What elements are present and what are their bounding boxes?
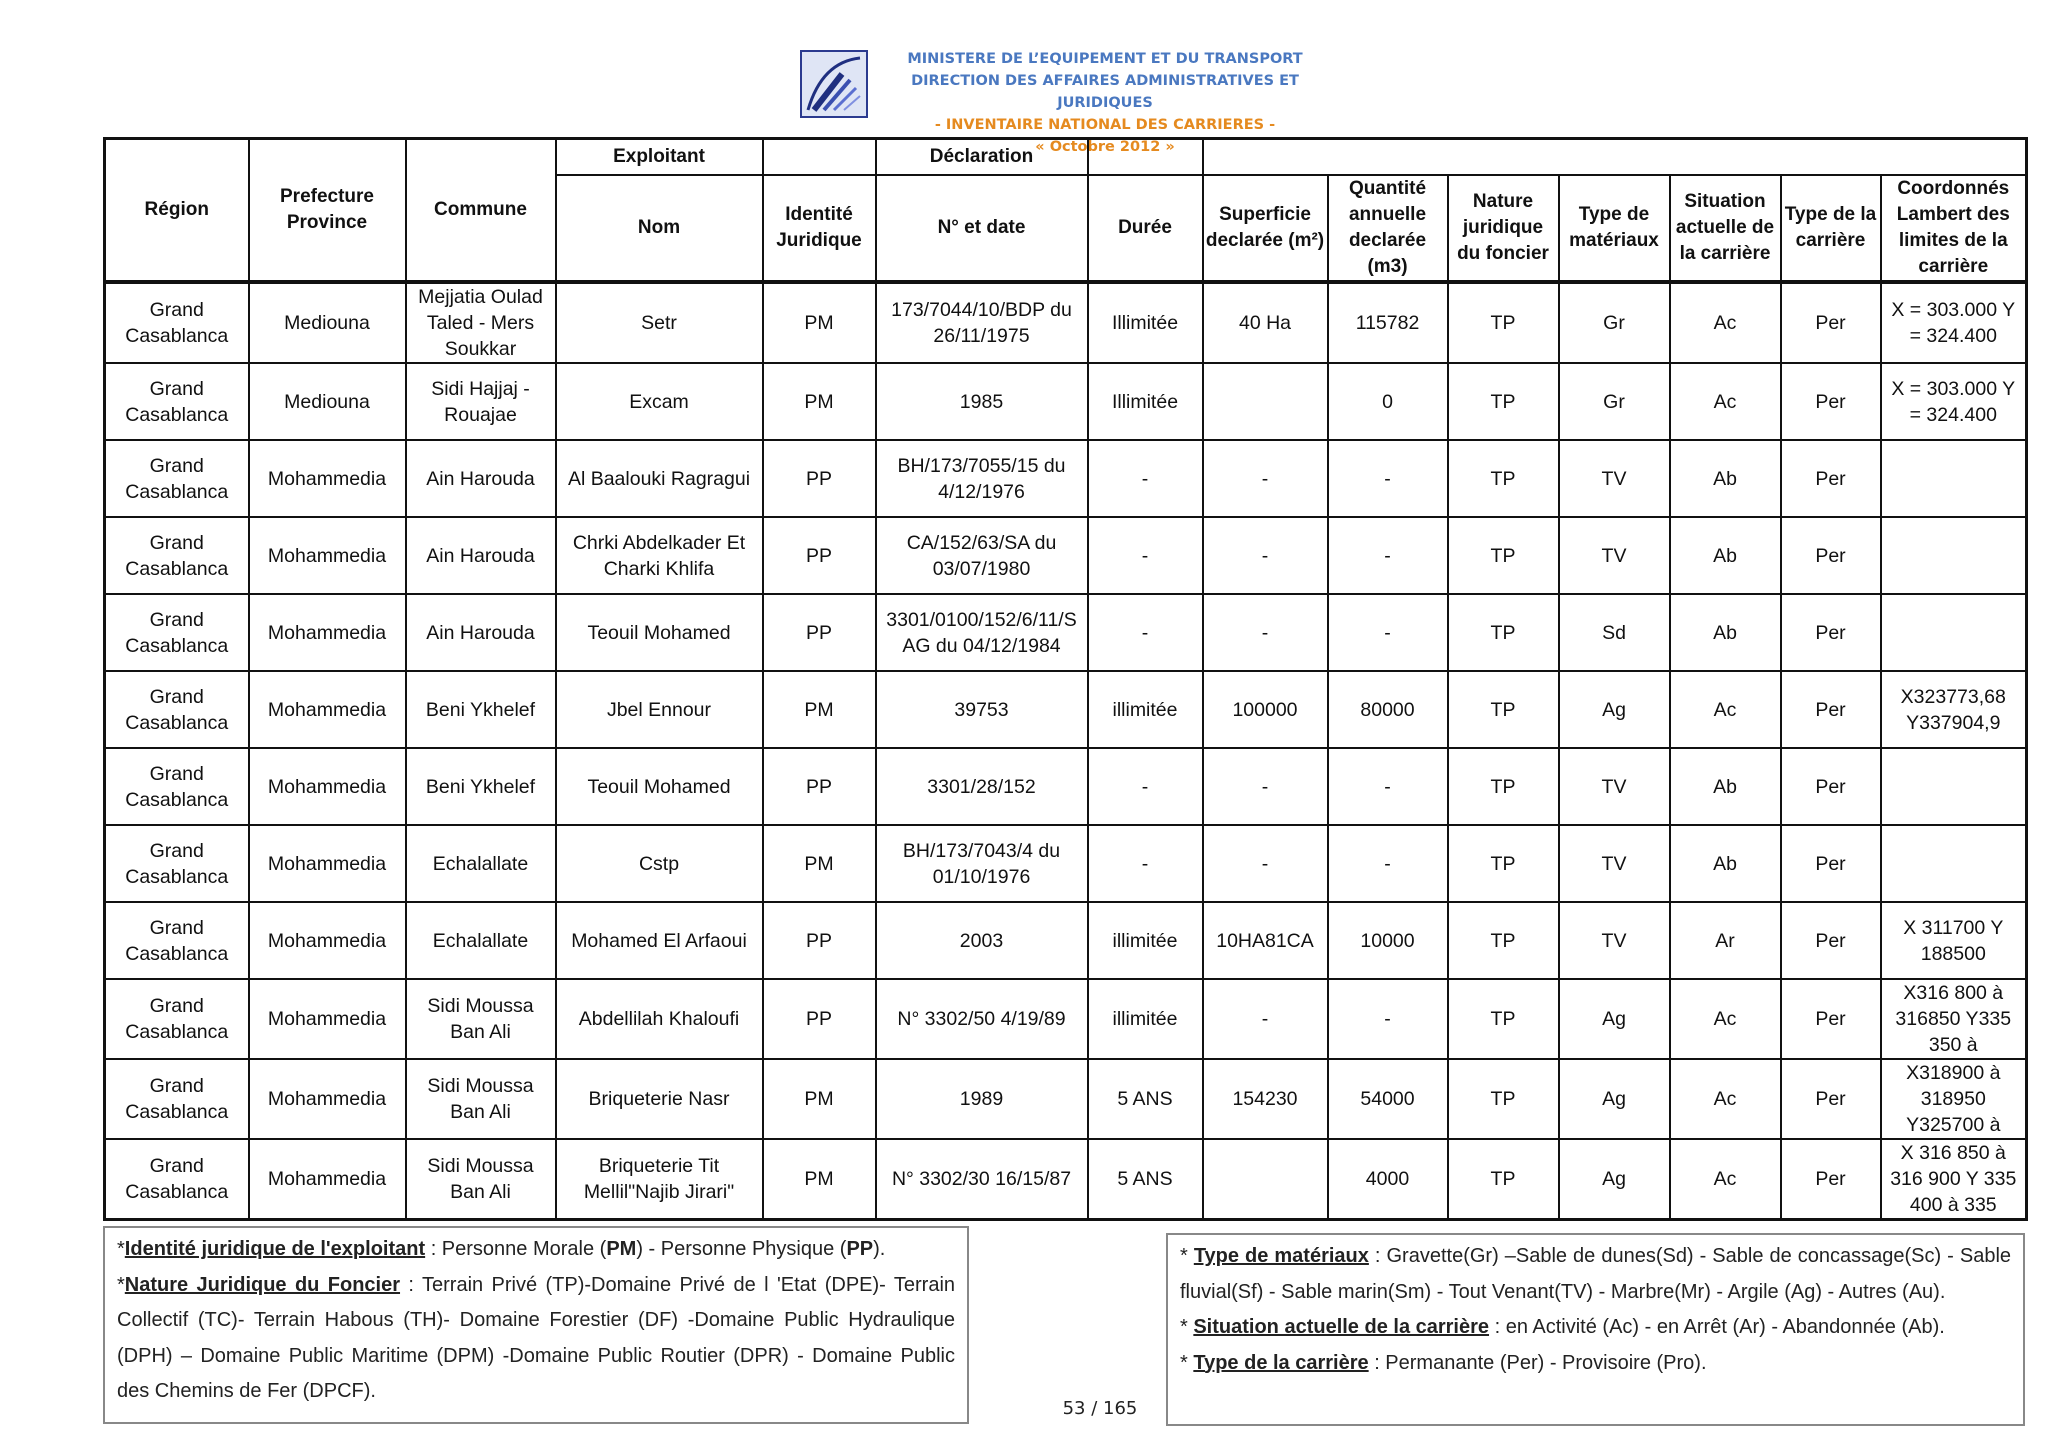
table-cell: Mohammedia — [249, 825, 406, 902]
legend-juridique — [103, 1226, 969, 1424]
table-cell: - — [1203, 825, 1328, 902]
table-cell: Ac — [1670, 671, 1781, 748]
col-header: Région — [105, 139, 249, 283]
page-number: 53 / 165 — [1062, 1398, 1138, 1419]
table-cell: 5 ANS — [1088, 1059, 1203, 1139]
table-cell: - — [1203, 440, 1328, 517]
table-cell: Chrki Abdelkader Et Charki Khlifa — [556, 517, 763, 594]
table-cell: Per — [1781, 671, 1881, 748]
table-cell: X318900 à 318950 Y325700 à — [1881, 1059, 2027, 1139]
table-cell: - — [1088, 440, 1203, 517]
legend-nature: *Nature Juridique du Foncier : Terrain Privé (TP)-Domaine Privé de l 'Etat (DPE)- Terrain Collectif (TC)- Terrain Habous (TH)- Domaine Forestier (DF) -Domaine Public Hydraulique (DPH) – Domaine Public Maritime (DPM) -Domaine Public Routier (DPR) - Domaine Public des Chemins de Fer (DPCF). — [117, 1273, 956, 1402]
table-cell: Grand Casablanca — [105, 902, 249, 979]
table-cell: Mohammedia — [249, 671, 406, 748]
report-date: « Octobre 2012 » — [1035, 139, 1175, 155]
table-cell: Ab — [1670, 517, 1781, 594]
table-cell: X = 303.000 Y = 324.400 — [1881, 282, 2027, 363]
table-cell: Ab — [1670, 594, 1781, 671]
table-cell: illimitée — [1088, 979, 1203, 1059]
table-cell: 5 ANS — [1088, 1139, 1203, 1220]
table-cell: Sidi Moussa Ban Ali — [406, 1139, 556, 1220]
table-cell: Per — [1781, 363, 1881, 440]
table-cell: TP — [1448, 1139, 1559, 1220]
table-cell: PM — [763, 282, 876, 363]
table-cell: - — [1088, 825, 1203, 902]
legend-identite: *Identité juridique de l'exploitant : Personne Morale (PM) - Personne Physique (PP). — [117, 1238, 886, 1260]
table-cell: Grand Casablanca — [105, 1059, 249, 1139]
table-cell: TP — [1448, 979, 1559, 1059]
table-cell: 0 — [1328, 363, 1448, 440]
table-cell: illimitée — [1088, 902, 1203, 979]
group-header-empty — [1088, 139, 1203, 176]
table-cell: TP — [1448, 282, 1559, 363]
table-cell: 4000 — [1328, 1139, 1448, 1220]
table-cell: 1985 — [876, 363, 1088, 440]
table-cell: TV — [1559, 517, 1670, 594]
table-cell: CA/152/63/SA du 03/07/1980 — [876, 517, 1088, 594]
table-cell: Ag — [1559, 1059, 1670, 1139]
table-cell: - — [1203, 517, 1328, 594]
table-cell: PM — [763, 1139, 876, 1220]
table-cell: Per — [1781, 282, 1881, 363]
col-header: N° et date — [876, 175, 1088, 282]
table-cell: 40 Ha — [1203, 282, 1328, 363]
ministry-name: MINISTERE DE L’EQUIPEMENT ET DU TRANSPORT — [907, 51, 1303, 67]
table-cell: TP — [1448, 517, 1559, 594]
table-row — [105, 517, 2027, 594]
col-header: Durée — [1088, 175, 1203, 282]
table-cell: PM — [763, 671, 876, 748]
table-cell: 10000 — [1328, 902, 1448, 979]
table-cell: Gr — [1559, 282, 1670, 363]
table-cell: Mediouna — [249, 363, 406, 440]
table-cell: Grand Casablanca — [105, 671, 249, 748]
col-header: Identité Juridique — [763, 175, 876, 282]
legend-type-materiaux: * Type de matériaux : Gravette(Gr) –Sable de dunes(Sd) - Sable de concassage(Sc) - Sable fluvial(Sf) - Sable marin(Sm) - Tout Venant(TV) - Marbre(Mr) - Argile (Ag) - Autres (Au). — [1180, 1245, 2012, 1303]
table-cell: Grand Casablanca — [105, 979, 249, 1059]
legend-materiaux — [1166, 1233, 2025, 1426]
table-cell: Illimitée — [1088, 282, 1203, 363]
table-cell: Per — [1781, 825, 1881, 902]
table-cell: N° 3302/50 4/19/89 — [876, 979, 1088, 1059]
table-cell: Cstp — [556, 825, 763, 902]
table-cell: Sidi Moussa Ban Ali — [406, 979, 556, 1059]
table-cell: TV — [1559, 825, 1670, 902]
table-cell: Per — [1781, 594, 1881, 671]
table-cell — [1881, 440, 2027, 517]
inventory-title: - INVENTAIRE NATIONAL DES CARRIERES - — [934, 117, 1276, 133]
table-cell: Illimitée — [1088, 363, 1203, 440]
table-cell: Beni Ykhelef — [406, 748, 556, 825]
table-cell — [1203, 1139, 1328, 1220]
col-header: Nature juridique du foncier — [1448, 175, 1559, 282]
table-cell: 54000 — [1328, 1059, 1448, 1139]
table-cell: X316 800 à 316850 Y335 350 à — [1881, 979, 2027, 1059]
table-cell: TV — [1559, 440, 1670, 517]
table-cell: - — [1088, 748, 1203, 825]
table-cell: Ag — [1559, 979, 1670, 1059]
col-header: Quantité annuelle declarée (m3) — [1328, 175, 1448, 282]
table-cell: X 316 850 à 316 900 Y 335 400 à 335 — [1881, 1139, 2027, 1220]
table-cell: Mohammedia — [249, 1139, 406, 1220]
col-header: Commune — [406, 139, 556, 283]
table-cell: Grand Casablanca — [105, 517, 249, 594]
table-cell: Teouil Mohamed — [556, 594, 763, 671]
table-cell: PP — [763, 440, 876, 517]
ministry-logo-icon — [800, 50, 868, 118]
table-cell: 115782 — [1328, 282, 1448, 363]
table-cell: TP — [1448, 748, 1559, 825]
table-cell: Per — [1781, 1139, 1881, 1220]
table-cell: Mohammedia — [249, 517, 406, 594]
table-cell: Sd — [1559, 594, 1670, 671]
table-cell: - — [1203, 594, 1328, 671]
table-cell: Ab — [1670, 440, 1781, 517]
table-cell: Mohammedia — [249, 902, 406, 979]
table-cell: PP — [763, 594, 876, 671]
table-row — [105, 671, 2027, 748]
table-row — [105, 1139, 2027, 1220]
table-cell: N° 3302/30 16/15/87 — [876, 1139, 1088, 1220]
table-cell: Ac — [1670, 363, 1781, 440]
table-cell: Mohammedia — [249, 979, 406, 1059]
table-cell — [1203, 363, 1328, 440]
table-cell: TP — [1448, 902, 1559, 979]
table-cell: TV — [1559, 748, 1670, 825]
table-cell: Grand Casablanca — [105, 1139, 249, 1220]
table-cell: Per — [1781, 979, 1881, 1059]
table-row — [105, 1059, 2027, 1139]
table-cell: Grand Casablanca — [105, 282, 249, 363]
table-cell: Gr — [1559, 363, 1670, 440]
group-header-empty — [763, 139, 876, 176]
legend-situation: * Situation actuelle de la carrière : en Activité (Ac) - en Arrêt (Ar) - Abandonnée (Ab). — [1180, 1316, 1945, 1338]
group-header-empty — [1203, 139, 2027, 176]
table-cell: TP — [1448, 825, 1559, 902]
table-cell: - — [1328, 748, 1448, 825]
table-cell: Ag — [1559, 1139, 1670, 1220]
table-row — [105, 902, 2027, 979]
table-cell: Mohammedia — [249, 440, 406, 517]
table-cell: 100000 — [1203, 671, 1328, 748]
table-cell: 10HA81CA — [1203, 902, 1328, 979]
table-cell: PM — [763, 825, 876, 902]
table-cell: Grand Casablanca — [105, 748, 249, 825]
table-cell: Ain Harouda — [406, 440, 556, 517]
table-cell: BH/173/7043/4 du 01/10/1976 — [876, 825, 1088, 902]
table-cell: Ab — [1670, 825, 1781, 902]
table-cell: PP — [763, 902, 876, 979]
table-cell: X323773,68 Y337904,9 — [1881, 671, 2027, 748]
col-header: Nom — [556, 175, 763, 282]
table-cell: 1989 — [876, 1059, 1088, 1139]
table-cell: 2003 — [876, 902, 1088, 979]
table-cell: Ac — [1670, 1139, 1781, 1220]
col-header: Type de matériaux — [1559, 175, 1670, 282]
table-cell: 80000 — [1328, 671, 1448, 748]
table-cell: PP — [763, 748, 876, 825]
table-cell: 39753 — [876, 671, 1088, 748]
table-cell: Mohamed El Arfaoui — [556, 902, 763, 979]
table-cell: - — [1328, 979, 1448, 1059]
table-cell: Grand Casablanca — [105, 363, 249, 440]
quarry-inventory-table — [103, 137, 2028, 1221]
table-cell: Grand Casablanca — [105, 440, 249, 517]
table-cell: Ab — [1670, 748, 1781, 825]
table-cell: Briqueterie Tit Mellil"Najib Jirari" — [556, 1139, 763, 1220]
table-cell: Mejjatia Oulad Taled - Mers Soukkar — [406, 282, 556, 363]
table-cell: 154230 — [1203, 1059, 1328, 1139]
table-cell: Per — [1781, 1059, 1881, 1139]
table-row — [105, 282, 2027, 363]
table-cell: Per — [1781, 748, 1881, 825]
table-cell: Mohammedia — [249, 594, 406, 671]
document-header — [800, 48, 1340, 155]
table-cell: PM — [763, 1059, 876, 1139]
table-cell: Teouil Mohamed — [556, 748, 763, 825]
quarry-table-container — [103, 137, 2028, 1221]
table-cell: BH/173/7055/15 du 4/12/1976 — [876, 440, 1088, 517]
table-cell — [1881, 748, 2027, 825]
group-header-declaration: Déclaration — [876, 139, 1088, 176]
table-cell: Ac — [1670, 1059, 1781, 1139]
table-cell: Mohammedia — [249, 748, 406, 825]
table-cell: Ag — [1559, 671, 1670, 748]
table-cell: - — [1328, 440, 1448, 517]
table-cell: - — [1203, 748, 1328, 825]
legend-type-carriere: * Type de la carrière : Permanante (Per) - Provisoire (Pro). — [1180, 1351, 1707, 1374]
table-cell: Per — [1781, 517, 1881, 594]
table-cell: X 311700 Y 188500 — [1881, 902, 2027, 979]
table-cell: illimitée — [1088, 671, 1203, 748]
table-cell: TP — [1448, 1059, 1559, 1139]
table-cell: Echalallate — [406, 825, 556, 902]
table-cell: Sidi Hajjaj - Rouajae — [406, 363, 556, 440]
table-cell — [1881, 594, 2027, 671]
table-cell: Briqueterie Nasr — [556, 1059, 763, 1139]
table-row — [105, 363, 2027, 440]
table-cell: Mediouna — [249, 282, 406, 363]
table-cell: - — [1203, 979, 1328, 1059]
table-cell: TP — [1448, 671, 1559, 748]
table-cell: 3301/28/152 — [876, 748, 1088, 825]
table-cell: Abdellilah Khaloufi — [556, 979, 763, 1059]
table-cell: PP — [763, 517, 876, 594]
table-cell: Per — [1781, 902, 1881, 979]
table-cell — [1881, 517, 2027, 594]
table-cell: Ar — [1670, 902, 1781, 979]
table-cell: TP — [1448, 363, 1559, 440]
table-cell: 3301/0100/152/6/11/S AG du 04/12/1984 — [876, 594, 1088, 671]
table-cell: - — [1328, 517, 1448, 594]
table-cell: Ain Harouda — [406, 594, 556, 671]
table-cell: TP — [1448, 440, 1559, 517]
table-row — [105, 825, 2027, 902]
table-cell: PM — [763, 363, 876, 440]
table-cell: Al Baalouki Ragragui — [556, 440, 763, 517]
table-cell: Echalallate — [406, 902, 556, 979]
table-row — [105, 979, 2027, 1059]
table-cell: TP — [1448, 594, 1559, 671]
table-cell — [1881, 825, 2027, 902]
table-cell: Excam — [556, 363, 763, 440]
col-header: Coordonnés Lambert des limites de la carrière — [1881, 175, 2027, 282]
table-body — [105, 282, 2027, 1220]
table-cell: - — [1088, 517, 1203, 594]
table-cell: Per — [1781, 440, 1881, 517]
table-cell: - — [1328, 594, 1448, 671]
col-header: Prefecture Province — [249, 139, 406, 283]
table-cell: Setr — [556, 282, 763, 363]
table-cell: Mohammedia — [249, 1059, 406, 1139]
col-header: Situation actuelle de la carrière — [1670, 175, 1781, 282]
col-header: Type de la carrière — [1781, 175, 1881, 282]
table-cell: Grand Casablanca — [105, 594, 249, 671]
directorate-name: DIRECTION DES AFFAIRES ADMINISTRATIVES ET JURIDIQUES — [911, 73, 1299, 111]
table-row — [105, 594, 2027, 671]
table-cell: Beni Ykhelef — [406, 671, 556, 748]
table-cell: 173/7044/10/BDP du 26/11/1975 — [876, 282, 1088, 363]
table-cell: Grand Casablanca — [105, 825, 249, 902]
table-cell: X = 303.000 Y = 324.400 — [1881, 363, 2027, 440]
group-header-exploitant: Exploitant — [556, 139, 763, 176]
table-cell: TV — [1559, 902, 1670, 979]
table-cell: Sidi Moussa Ban Ali — [406, 1059, 556, 1139]
table-cell: - — [1088, 594, 1203, 671]
table-row — [105, 748, 2027, 825]
table-cell: PP — [763, 979, 876, 1059]
table-row — [105, 440, 2027, 517]
table-cell: - — [1328, 825, 1448, 902]
col-header: Superficie declarée (m²) — [1203, 175, 1328, 282]
table-cell: Jbel Ennour — [556, 671, 763, 748]
table-cell: Ac — [1670, 979, 1781, 1059]
table-cell: Ain Harouda — [406, 517, 556, 594]
table-cell: Ac — [1670, 282, 1781, 363]
